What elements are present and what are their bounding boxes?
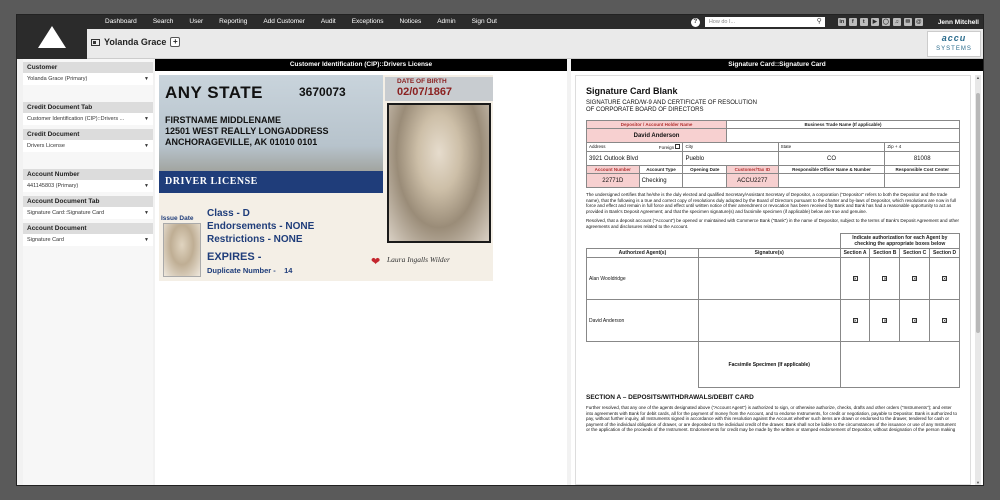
customer-tax-header: Customer/Tax ID	[727, 166, 779, 174]
customer-name-title: Yolanda Grace	[104, 37, 167, 47]
credit-tab-select[interactable]	[23, 113, 153, 125]
nav-sign-out[interactable]: Sign Out	[471, 18, 497, 25]
customer-tax-value: ACCU2277	[727, 174, 779, 188]
facsimile-box	[840, 342, 959, 388]
caret-down-icon: ▼	[144, 143, 149, 149]
customer-title-group	[91, 37, 180, 47]
social-links	[838, 18, 923, 26]
table-row	[587, 300, 960, 342]
depositor-value: David Anderson	[587, 129, 727, 143]
zip-value: 81008	[885, 152, 960, 166]
checked-box-icon: ✕	[883, 275, 887, 281]
customer-label: Customer	[23, 62, 153, 73]
checked-box-icon: ✕	[853, 275, 857, 281]
facebook-icon[interactable]: f	[849, 18, 857, 26]
app-window	[16, 14, 984, 486]
nav-user[interactable]: User	[189, 18, 204, 25]
state-value: CO	[778, 152, 885, 166]
foreign-label: Foreign	[658, 145, 675, 150]
license-signature: Laura Ingalls Wilder	[387, 255, 450, 264]
address-value: 3921 Outlook Blvd	[587, 152, 683, 166]
account-tab-select[interactable]	[23, 207, 153, 219]
brand-tagline: SYSTEMS	[936, 46, 972, 52]
agent-signature	[698, 300, 840, 342]
checked-box-icon: ✕	[853, 317, 857, 323]
section-b-header: Section B	[870, 249, 900, 258]
caret-down-icon: ▼	[144, 183, 149, 189]
license-number: 3670073	[299, 85, 346, 99]
nav-audit[interactable]: Audit	[320, 18, 336, 25]
section-d-header: Section D	[930, 249, 960, 258]
zip-header: Zip + 4	[885, 143, 960, 152]
help-search-input[interactable]	[705, 17, 825, 27]
drivers-license-image	[159, 75, 493, 281]
city-header: City	[683, 143, 778, 152]
license-restrictions: Restrictions - NONE	[207, 234, 303, 245]
account-number-value: 22771D	[587, 174, 640, 188]
twitter-icon[interactable]: t	[860, 18, 868, 26]
responsible-officer-value	[778, 174, 885, 188]
main-nav	[97, 17, 505, 27]
account-tab-select-value: Signature Card::Signature Card	[27, 210, 105, 216]
responsible-officer-header: Responsible Officer Name & Number	[778, 166, 885, 174]
nav-reporting[interactable]: Reporting	[219, 18, 248, 25]
account-document-label: Account Document	[23, 223, 153, 234]
caret-down-icon: ▼	[144, 116, 149, 122]
top-nav-bar	[17, 15, 984, 29]
nav-search[interactable]: Search	[152, 18, 174, 25]
account-number-label: Account Number	[23, 169, 153, 180]
doc-heading: Signature Card Blank	[586, 86, 678, 96]
account-document-panel	[571, 59, 983, 486]
doc-subheading-2: OF CORPORATE BOARD OF DIRECTORS	[586, 107, 704, 113]
help-icon[interactable]: ?	[691, 18, 700, 27]
foreign-checkbox	[675, 144, 680, 149]
checked-box-icon: ✕	[913, 317, 917, 323]
triangle-logo-icon	[38, 26, 66, 48]
scroll-thumb[interactable]	[976, 93, 980, 333]
nav-add-customer[interactable]: Add Customer	[263, 18, 305, 25]
opening-date-value	[683, 174, 727, 188]
authorized-agents-table	[586, 233, 960, 388]
license-class: Class - D	[207, 208, 250, 219]
customer-select[interactable]	[23, 73, 153, 85]
license-duplicate-value: 14	[284, 266, 293, 275]
business-name-header: Business Trade Name (If applicable)	[727, 121, 960, 129]
heart-icon: ❤	[371, 256, 381, 268]
credit-document-select[interactable]	[23, 140, 153, 152]
current-user-name[interactable]: Jenn Mitchell	[937, 18, 979, 26]
document-scrollbar[interactable]	[975, 75, 981, 485]
search-icon[interactable]: ⚲	[816, 18, 822, 25]
account-number-select[interactable]	[23, 180, 153, 192]
headset-icon[interactable]: ♫	[894, 19, 899, 25]
state-header: State	[778, 143, 885, 152]
credit-tab-label: Credit Document Tab	[23, 102, 153, 113]
id-card-icon	[91, 39, 100, 46]
city-value: Pueblo	[683, 152, 778, 166]
agent-signature	[698, 258, 840, 300]
credit-document-select-value: Drivers License	[27, 143, 65, 149]
license-duplicate-label: Duplicate Number -	[207, 266, 276, 275]
address-label: Address	[589, 144, 606, 149]
section-a-title: SECTION A – DEPOSITS/WITHDRAWALS/DEBIT CARD	[586, 394, 754, 401]
credit-document-label: Credit Document	[23, 129, 153, 140]
section-c-header: Section C	[900, 249, 930, 258]
signature-card-document	[575, 75, 971, 485]
responsible-cost-header: Responsible Cost Center	[885, 166, 960, 174]
checked-box-icon: ✕	[913, 275, 917, 281]
help-search-placeholder: How do I...	[708, 19, 736, 25]
caret-down-icon: ▼	[144, 76, 149, 82]
depositor-header: Depositor / Account Holder Name	[587, 121, 727, 129]
document-sidebar	[23, 59, 153, 486]
credit-tab-select-value: Customer Identification (CIP)::Drivers ...	[27, 116, 125, 122]
scroll-down-icon[interactable]: ▼	[976, 480, 980, 485]
license-street: 12501 WEST REALLY LONGADDRESS	[165, 126, 329, 136]
license-name-address	[165, 115, 329, 148]
agents-header: Authorized Agent(s)	[587, 249, 699, 258]
account-info-table	[586, 120, 960, 188]
issue-date-label: Issue Date	[161, 215, 194, 222]
email-icon[interactable]: @	[916, 19, 922, 25]
license-endorsements: Endorsements - NONE	[207, 221, 315, 232]
resolution-paragraph: Resolved, that a deposit account ("Account") be opened or maintained with Commerce Bank ("Bank") in the name of Depositor, subject to the terms of Bank's Deposit Agreement and other agreements and disclosures related to the Account.	[586, 218, 959, 229]
section-a-text: Further resolved, that any one of the agents designated above ("Account Agent") is authorized to sign, or otherwise authorize, checks, drafts and other orders ("Instruments"); and enter into agreements with Bank for debit cards, all for the payment of money from the Account, and to endorse Instruments, for credit or negotiation, payable to Depositor. Bank is authorized to pay, without further inquiry, all Instruments signed in accordance with this resolution against the Account whether such items are drawn or endorsed to the drawer, tendered for cash or payment of the individual obligation of drawer, or are deposited to the individual credit of the drawer. Bank shall not be liable to the circumstances of the issuance or use of any Instrument or the application of the proceeds of the Instrument. Endorsements for credit may be made by the written or stamped endorsement of Depositor, without designation of the person making	[586, 405, 957, 432]
opening-date-header: Opening Date	[683, 166, 727, 174]
nav-right-group	[691, 17, 979, 27]
license-duplicate	[207, 266, 292, 275]
account-number-header: Account Number	[587, 166, 640, 174]
credit-document-panel	[155, 59, 567, 486]
section-a-header: Section A	[840, 249, 870, 258]
signatures-header: Signature(s)	[698, 249, 840, 258]
indicate-authorization-header: Indicate authorization for each Agent by checking the appropriate boxes below	[840, 234, 959, 249]
nav-dashboard[interactable]: Dashboard	[105, 18, 137, 25]
license-ghost-photo	[163, 223, 201, 277]
dob-box	[385, 77, 493, 101]
credit-document-panel-title: Customer Identification (CIP)::Drivers License	[155, 59, 567, 71]
caret-down-icon: ▼	[144, 210, 149, 216]
account-number-select-value: 441145803 (Primary)	[27, 183, 79, 189]
add-button[interactable]: +	[170, 37, 180, 47]
instagram-icon[interactable]: ◯	[882, 19, 889, 25]
license-state: ANY STATE	[165, 83, 264, 102]
doc-subheading	[586, 100, 960, 114]
dob-value: 02/07/1867	[397, 86, 453, 98]
business-name-value	[727, 129, 960, 143]
responsible-cost-value	[885, 174, 960, 188]
checked-box-icon: ✕	[883, 317, 887, 323]
doc-subheading-1: SIGNATURE CARD/W-9 AND CERTIFICATE OF RESOLUTION	[586, 100, 757, 106]
agent-name: Alan Wooldridge	[587, 258, 699, 300]
customer-header	[87, 29, 984, 59]
license-expires: EXPIRES -	[207, 251, 262, 263]
license-holder-name: FIRSTNAME MIDDLENAME	[165, 115, 281, 125]
linkedin-icon[interactable]: in	[839, 19, 845, 25]
account-document-select[interactable]	[23, 234, 153, 246]
account-tab-label: Account Document Tab	[23, 196, 153, 207]
account-type-value: Checking	[639, 174, 683, 188]
license-type: DRIVER LICENSE	[165, 176, 258, 187]
address-header	[587, 143, 683, 152]
account-type-header: Account Type	[639, 166, 683, 174]
facsimile-header: Facsimile Specimen (If applicable)	[698, 342, 840, 388]
app-logo[interactable]	[17, 15, 87, 59]
checked-box-icon: ✕	[943, 317, 947, 323]
license-class-block	[207, 207, 314, 246]
account-document-panel-title: Signature Card::Signature Card	[571, 59, 983, 71]
nav-admin[interactable]: Admin	[437, 18, 456, 25]
caret-down-icon: ▼	[144, 237, 149, 243]
scroll-up-icon[interactable]: ▲	[976, 75, 980, 80]
chat-icon[interactable]: ✉	[905, 19, 911, 25]
agent-name: David Anderson	[587, 300, 699, 342]
customer-select-value: Yolanda Grace (Primary)	[27, 76, 88, 82]
certification-paragraph: The undersigned certifies that he/she is the duly elected and qualified Secretary/Assistant Secretary of Depositor, a corporation ("Depositor" refers to both the Depositor and the trade name), that the following is a true and correct copy of resolutions duly adopted by the Board of Directors pursuant to the charter and by-laws of Depositor, which resolutions are now in full force and effect and remain in full force and effect until written notice of their amendment or revocation has been received by Bank and Bank has had a reasonable opportunity to act as provided in Bank's Deposit Agreement; and that the specimen signature(s) and facsimile specimen (if applicable) below are true and genuine.	[586, 192, 956, 214]
youtube-icon[interactable]: ▶	[872, 19, 877, 25]
brand-logo	[927, 31, 981, 57]
dob-label: DATE OF BIRTH	[397, 78, 447, 85]
license-photo	[387, 103, 491, 243]
nav-notices[interactable]: Notices	[399, 18, 422, 25]
table-row	[587, 258, 960, 300]
license-city: ANCHORAGEVILLE, AK 01010 0101	[165, 137, 318, 147]
nav-exceptions[interactable]: Exceptions	[351, 18, 384, 25]
account-document-select-value: Signature Card	[27, 237, 64, 243]
checked-box-icon: ✕	[943, 275, 947, 281]
brand-name: accu	[941, 33, 967, 43]
